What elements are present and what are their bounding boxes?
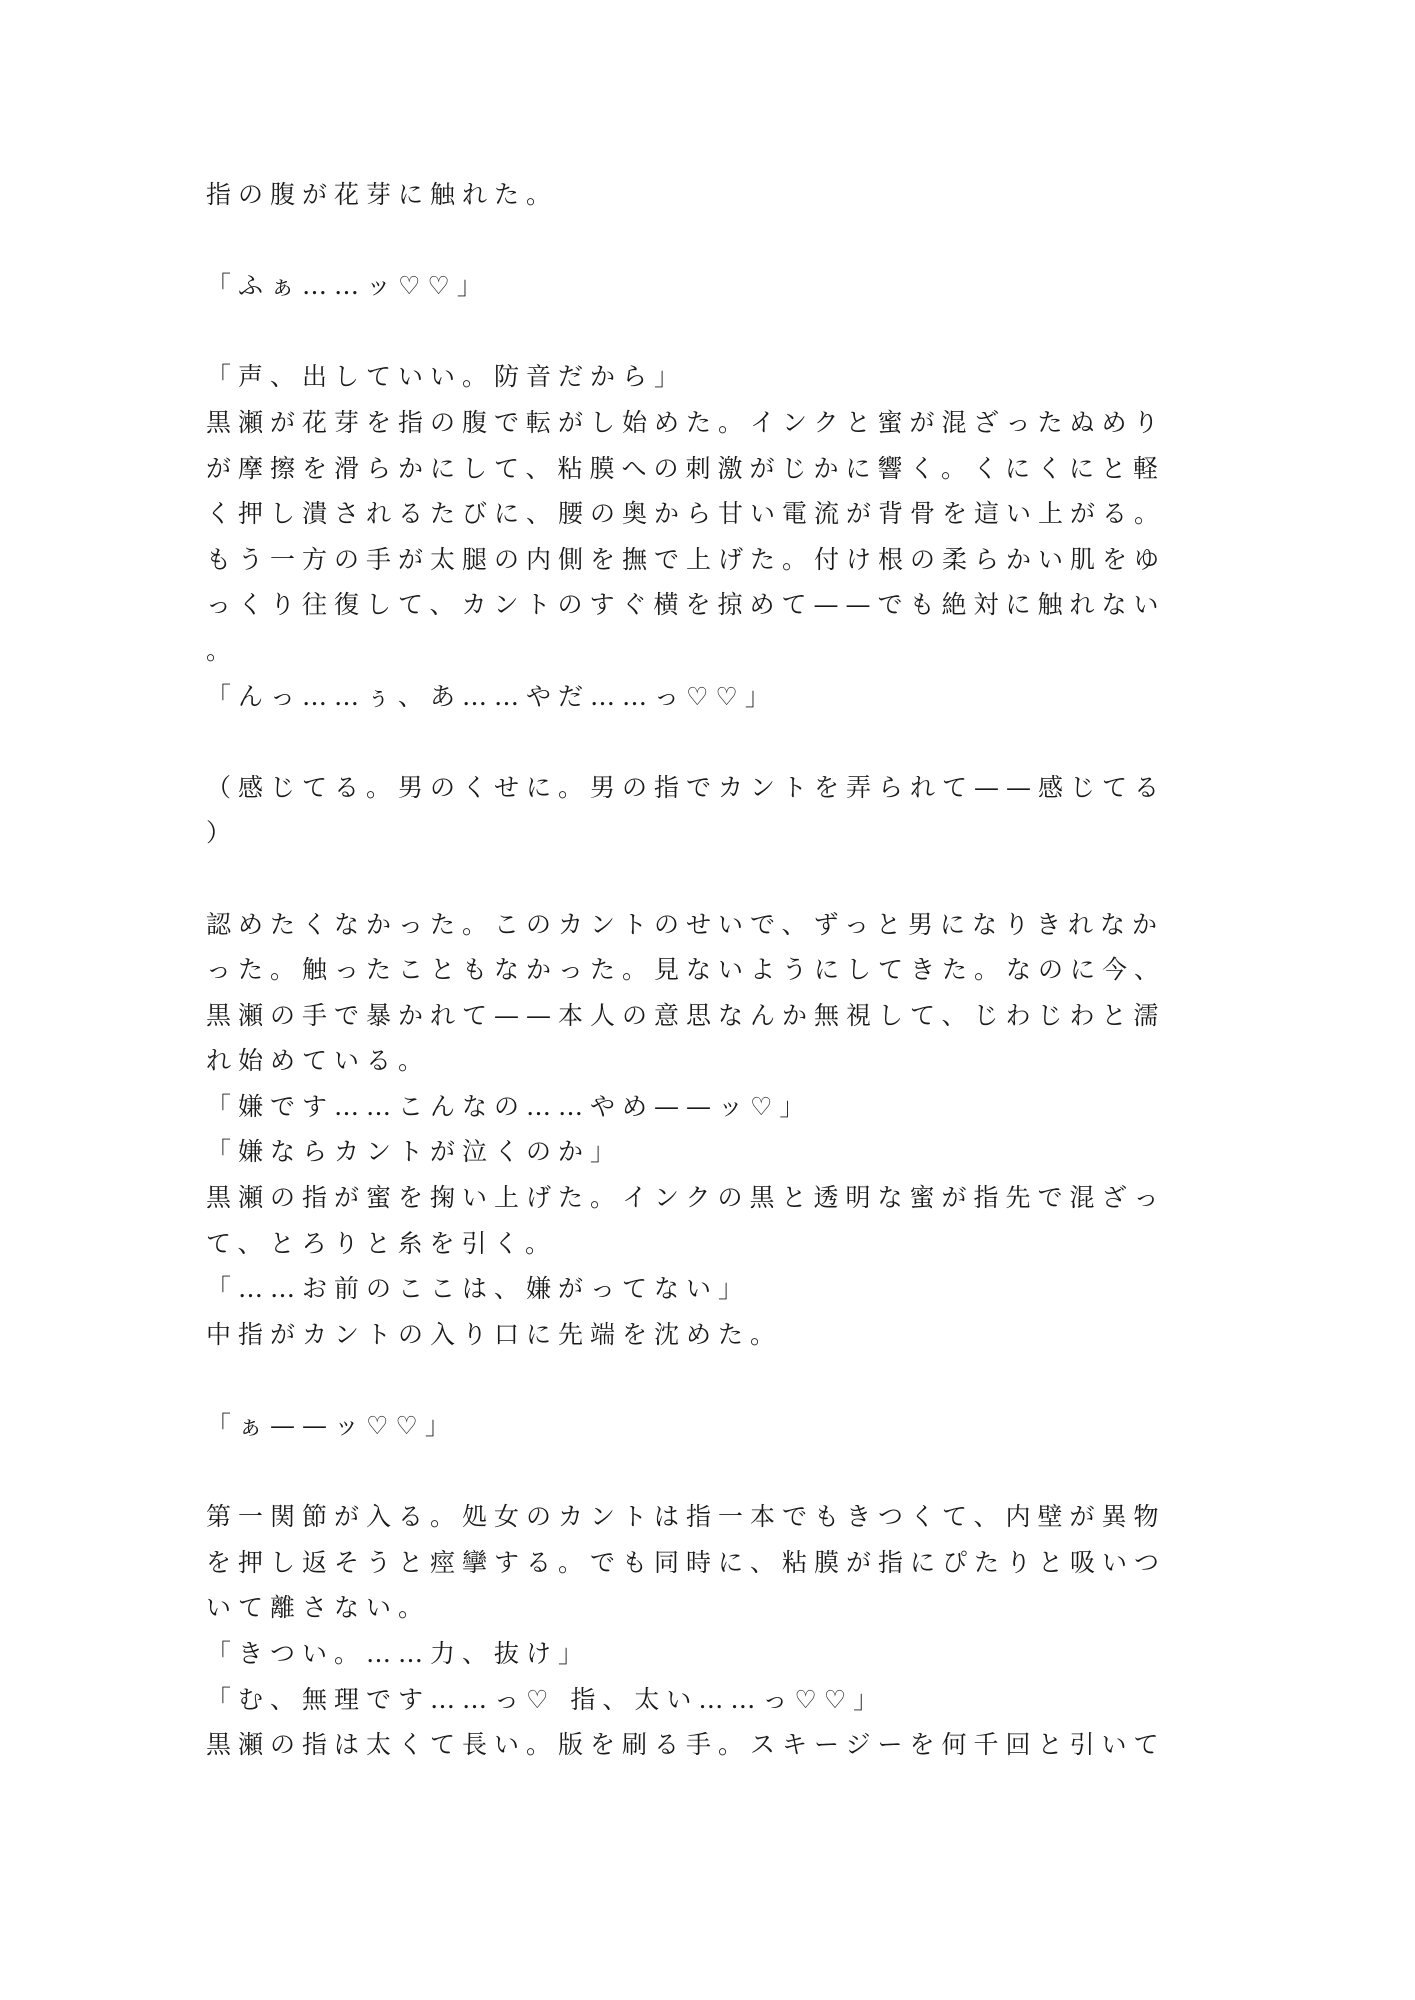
text-line: 「む、無理です……っ♡ 指、太い……っ♡♡」 xyxy=(206,1684,886,1714)
text-line: 「嫌です……こんなの……やめ——ッ♡」 xyxy=(206,1091,812,1121)
text-line: もう一方の手が太腿の内側を撫で上げた。付け根の柔らかい肌をゆ xyxy=(206,544,1167,574)
text-line: った。触ったこともなかった。見ないようにしてきた。なのに今、 xyxy=(206,955,1167,985)
text-line: ） xyxy=(206,818,239,848)
text-line: て、とろりと糸を引く。 xyxy=(206,1228,558,1258)
text-line: 認めたくなかった。このカントのせいで、ずっと男になりきれなか xyxy=(206,909,1165,939)
text-line: （感じてる。男のくせに。男の指でカントを弄られて——感じてる xyxy=(206,772,1167,802)
text-line: 黒瀬の指が蜜を掬い上げた。インクの黒と透明な蜜が指先で混ざっ xyxy=(206,1183,1166,1213)
text-line xyxy=(206,1357,1186,1403)
text-line: 「……お前のここは、嫌がってない」 xyxy=(206,1274,751,1304)
text-line xyxy=(206,719,1186,765)
text-line xyxy=(206,1449,1186,1495)
text-line: 「ふぁ……ッ♡♡」 xyxy=(206,271,489,301)
text-line: 「ぁ——ッ♡♡」 xyxy=(206,1411,457,1441)
text-line: を押し返そうと痙攣する。でも同時に、粘膜が指にぴたりと吸いつ xyxy=(206,1547,1167,1577)
text-line: が摩擦を滑らかにして、粘膜への刺激がじかに響く。くにくにと軽 xyxy=(206,453,1166,483)
text-line: っくり往復して、カントのすぐ横を掠めて——でも絶対に触れない xyxy=(206,590,1166,620)
text-line: 黒瀬の手で暴かれて——本人の意思なんか無視して、じわじわと濡 xyxy=(206,1000,1166,1030)
text-line: れ始めている。 xyxy=(206,1046,431,1076)
text-line: 「んっ……ぅ、あ……やだ……っ♡♡」 xyxy=(206,681,777,711)
text-line: 黒瀬の指は太くて長い。版を刷る手。スキージーを何千回と引いて xyxy=(206,1730,1166,1760)
text-line: 第一関節が入る。処女のカントは指一本でもきつくて、内壁が異物 xyxy=(206,1502,1166,1532)
document-body xyxy=(206,172,1186,1768)
text-line: 「きつい。……力、抜け」 xyxy=(206,1639,591,1668)
text-line: いて離さない。 xyxy=(206,1593,431,1623)
text-line: 黒瀬が花芽を指の腹で転がし始めた。インクと蜜が混ざったぬめり xyxy=(206,407,1166,437)
text-line: 指の腹が花芽に触れた。 xyxy=(206,180,559,209)
text-line xyxy=(206,218,1186,264)
text-line: 中指がカントの入り口に先端を沈めた。 xyxy=(206,1319,783,1349)
text-line: 「声、出していい。防音だから」 xyxy=(206,362,687,392)
text-line: 。 xyxy=(206,635,239,665)
text-line: 「嫌ならカントが泣くのか」 xyxy=(206,1137,623,1167)
text-line xyxy=(206,309,1186,355)
text-line xyxy=(206,856,1186,902)
text-line: く押し潰されるたびに、腰の奥から甘い電流が背骨を這い上がる。 xyxy=(206,499,1167,529)
